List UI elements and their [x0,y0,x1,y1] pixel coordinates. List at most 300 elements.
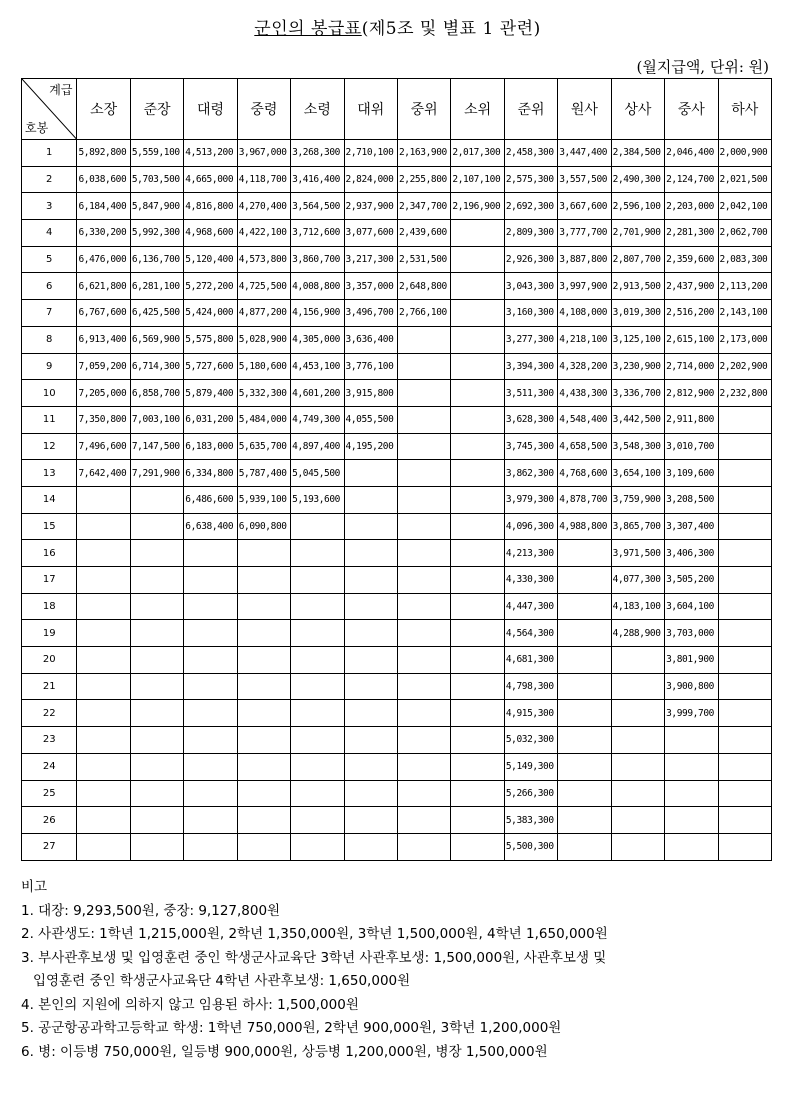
pay-cell [77,540,130,567]
pay-cell: 4,422,100 [237,220,290,247]
pay-cell [77,780,130,807]
pay-cell: 4,915,300 [504,700,557,727]
note-item: 1. 대장: 9,293,500원, 중장: 9,127,800원 [21,902,281,919]
pay-cell [665,753,718,780]
pay-cell [184,673,237,700]
pay-cell: 4,768,600 [558,460,611,487]
pay-cell: 2,648,800 [397,273,450,300]
table-row [22,140,772,167]
step-cell: 14 [22,486,77,513]
pay-cell: 4,447,300 [504,593,557,620]
pay-cell: 5,879,400 [184,380,237,407]
pay-cell [718,406,772,433]
pay-cell [558,727,611,754]
pay-cell [291,540,344,567]
pay-cell: 2,766,100 [397,300,450,327]
pay-cell [130,753,183,780]
pay-cell: 2,281,300 [665,220,718,247]
pay-cell [718,647,772,674]
pay-cell [611,673,664,700]
pay-cell [451,246,504,273]
pay-cell: 3,860,700 [291,246,344,273]
pay-cell [77,567,130,594]
header-row [22,79,772,140]
pay-cell: 2,812,900 [665,380,718,407]
pay-cell [665,807,718,834]
step-cell: 17 [22,567,77,594]
pay-cell: 5,635,700 [237,433,290,460]
pay-cell: 6,621,800 [77,273,130,300]
pay-cell [291,593,344,620]
pay-cell [451,673,504,700]
pay-cell [718,673,772,700]
pay-cell [77,593,130,620]
pay-cell: 3,217,300 [344,246,397,273]
pay-cell: 3,336,700 [611,380,664,407]
pay-cell [718,620,772,647]
rank-header: 소위 [451,79,504,140]
table-row [22,300,772,327]
pay-cell: 4,288,900 [611,620,664,647]
pay-cell: 2,255,800 [397,166,450,193]
pay-cell: 3,010,700 [665,433,718,460]
pay-cell [451,780,504,807]
pay-cell [237,780,290,807]
pay-cell [344,700,397,727]
pay-cell: 4,305,000 [291,326,344,353]
pay-cell: 4,213,300 [504,540,557,567]
pay-cell: 4,658,500 [558,433,611,460]
pay-cell [344,460,397,487]
corner-rank-label: 계급 [49,83,73,97]
pay-cell: 3,277,300 [504,326,557,353]
pay-cell [130,780,183,807]
step-cell: 27 [22,833,77,860]
pay-cell [397,753,450,780]
pay-cell [77,647,130,674]
step-cell: 12 [22,433,77,460]
pay-cell [397,406,450,433]
pay-cell: 2,807,700 [611,246,664,273]
pay-cell: 5,703,500 [130,166,183,193]
pay-cell: 5,424,000 [184,300,237,327]
pay-cell: 7,059,200 [77,353,130,380]
pay-cell: 2,347,700 [397,193,450,220]
pay-cell: 6,858,700 [130,380,183,407]
pay-cell [344,647,397,674]
pay-cell [130,593,183,620]
pay-cell: 6,090,800 [237,513,290,540]
pay-cell [291,567,344,594]
pay-cell: 2,107,100 [451,166,504,193]
step-cell: 8 [22,326,77,353]
pay-cell: 7,003,100 [130,406,183,433]
pay-cell: 3,394,300 [504,353,557,380]
pay-cell [718,727,772,754]
pay-cell [77,620,130,647]
pay-cell [451,273,504,300]
pay-cell [611,807,664,834]
pay-cell [451,620,504,647]
pay-cell: 2,062,700 [718,220,772,247]
pay-cell: 4,438,300 [558,380,611,407]
pay-cell: 4,183,100 [611,593,664,620]
pay-cell [397,513,450,540]
pay-cell [237,727,290,754]
pay-cell [184,700,237,727]
pay-cell [291,700,344,727]
pay-cell [558,807,611,834]
pay-cell [344,567,397,594]
pay-cell [77,807,130,834]
pay-cell: 6,184,400 [77,193,130,220]
pay-cell [397,486,450,513]
pay-cell [451,540,504,567]
pay-cell [184,620,237,647]
pay-cell: 2,937,900 [344,193,397,220]
pay-cell: 5,180,600 [237,353,290,380]
pay-cell [451,460,504,487]
pay-cell [184,833,237,860]
pay-cell [718,540,772,567]
pay-cell [130,540,183,567]
table-row [22,673,772,700]
pay-cell: 3,967,000 [237,140,290,167]
pay-cell: 3,777,700 [558,220,611,247]
pay-cell: 6,913,400 [77,326,130,353]
pay-cell: 4,681,300 [504,647,557,674]
pay-cell [237,593,290,620]
pay-cell: 3,160,300 [504,300,557,327]
pay-cell: 3,077,600 [344,220,397,247]
pay-cell [451,833,504,860]
pay-cell: 2,359,600 [665,246,718,273]
pay-cell [77,833,130,860]
rank-header: 원사 [558,79,611,140]
pay-cell: 5,500,300 [504,833,557,860]
rank-header: 대령 [184,79,237,140]
pay-cell: 2,203,000 [665,193,718,220]
title-main: 군인의 봉급표 [254,19,362,39]
pay-cell: 5,484,000 [237,406,290,433]
document-title [0,14,795,39]
pay-cell: 2,021,500 [718,166,772,193]
step-cell: 25 [22,780,77,807]
pay-cell [397,700,450,727]
pay-cell: 3,564,500 [291,193,344,220]
pay-cell: 3,496,700 [344,300,397,327]
pay-cell [291,807,344,834]
pay-cell [611,727,664,754]
step-cell: 18 [22,593,77,620]
pay-cell: 7,205,000 [77,380,130,407]
table-row [22,593,772,620]
pay-cell [344,540,397,567]
rank-header: 중위 [397,79,450,140]
pay-cell: 2,042,100 [718,193,772,220]
pay-cell [397,727,450,754]
pay-cell [291,620,344,647]
corner-cell [22,79,77,140]
pay-cell: 7,291,900 [130,460,183,487]
pay-cell: 3,019,300 [611,300,664,327]
table-row [22,486,772,513]
pay-cell [184,780,237,807]
pay-cell [237,833,290,860]
pay-cell [184,540,237,567]
pay-cell [397,807,450,834]
pay-cell [77,673,130,700]
pay-cell [291,513,344,540]
title-sub: (제5조 및 별표 1 관련) [361,19,541,39]
pay-cell: 5,575,800 [184,326,237,353]
pay-cell [237,700,290,727]
pay-cell: 2,596,100 [611,193,664,220]
pay-cell: 5,028,900 [237,326,290,353]
pay-cell [184,727,237,754]
pay-cell: 2,926,300 [504,246,557,273]
pay-cell [344,513,397,540]
table-row [22,540,772,567]
table-row [22,166,772,193]
pay-cell [718,753,772,780]
pay-cell: 3,999,700 [665,700,718,727]
table-row [22,220,772,247]
pay-cell [237,620,290,647]
pay-cell: 4,573,800 [237,246,290,273]
note-item: 2. 사관생도: 1학년 1,215,000원, 2학년 1,350,000원, 3학년 1,500,000원, 4학년 1,650,000원 [21,926,608,942]
pay-cell: 3,628,300 [504,406,557,433]
pay-cell: 3,406,300 [665,540,718,567]
pay-cell [718,486,772,513]
pay-cell [558,673,611,700]
pay-cell: 4,218,100 [558,326,611,353]
pay-cell: 2,143,100 [718,300,772,327]
pay-cell: 3,548,300 [611,433,664,460]
pay-cell: 4,055,500 [344,406,397,433]
pay-cell [451,326,504,353]
pay-cell: 7,642,400 [77,460,130,487]
rank-header: 상사 [611,79,664,140]
pay-cell [130,807,183,834]
table-row [22,753,772,780]
pay-cell [291,727,344,754]
pay-cell: 2,046,400 [665,140,718,167]
pay-cell [718,433,772,460]
pay-cell [130,727,183,754]
step-cell: 9 [22,353,77,380]
pay-cell [451,807,504,834]
pay-cell [344,807,397,834]
note-item: 4. 본인의 지원에 의하지 않고 임용된 하사: 1,500,000원 [21,996,359,1013]
rank-header: 소령 [291,79,344,140]
pay-cell: 5,892,800 [77,140,130,167]
pay-cell: 5,272,200 [184,273,237,300]
pay-cell: 3,900,800 [665,673,718,700]
pay-cell [344,486,397,513]
pay-cell [130,486,183,513]
step-cell: 13 [22,460,77,487]
pay-cell: 4,665,000 [184,166,237,193]
pay-cell [451,300,504,327]
rank-header: 준위 [504,79,557,140]
rank-header: 중령 [237,79,290,140]
pay-cell [397,460,450,487]
pay-cell [397,433,450,460]
pay-cell: 2,437,900 [665,273,718,300]
step-cell: 24 [22,753,77,780]
pay-cell: 7,496,600 [77,433,130,460]
table-row [22,780,772,807]
pay-cell: 2,692,300 [504,193,557,220]
pay-cell [718,807,772,834]
pay-cell: 2,439,600 [397,220,450,247]
pay-cell [451,647,504,674]
pay-cell: 2,575,300 [504,166,557,193]
pay-cell [184,753,237,780]
pay-cell: 4,749,300 [291,406,344,433]
pay-cell: 4,195,200 [344,433,397,460]
pay-cell [718,780,772,807]
pay-cell: 6,031,200 [184,406,237,433]
pay-cell [77,513,130,540]
pay-cell [558,647,611,674]
pay-cell: 2,163,900 [397,140,450,167]
note-item-continued: 입영훈련 중인 학생군사교육단 4학년 사관후보생: 1,650,000원 [33,973,411,989]
pay-cell: 4,897,400 [291,433,344,460]
pay-cell: 4,513,200 [184,140,237,167]
pay-cell [451,700,504,727]
table-row [22,700,772,727]
pay-cell: 2,384,500 [611,140,664,167]
pay-cell [344,673,397,700]
pay-cell: 3,511,300 [504,380,557,407]
pay-cell: 2,911,800 [665,406,718,433]
pay-cell: 4,270,400 [237,193,290,220]
pay-cell [397,833,450,860]
step-cell: 2 [22,166,77,193]
pay-cell: 4,601,200 [291,380,344,407]
pay-cell: 5,992,300 [130,220,183,247]
pay-cell [558,833,611,860]
pay-cell [611,780,664,807]
pay-cell [77,727,130,754]
pay-cell [558,567,611,594]
pay-cell: 6,183,000 [184,433,237,460]
table-row [22,513,772,540]
pay-cell [611,833,664,860]
pay-cell: 3,208,500 [665,486,718,513]
pay-cell [237,807,290,834]
pay-cell: 5,559,100 [130,140,183,167]
step-cell: 11 [22,406,77,433]
pay-cell [184,647,237,674]
pay-cell [451,486,504,513]
pay-cell: 4,008,800 [291,273,344,300]
pay-cell: 3,125,100 [611,326,664,353]
pay-cell: 2,490,300 [611,166,664,193]
pay-cell [718,833,772,860]
pay-cell: 4,077,300 [611,567,664,594]
note-item: 3. 부사관후보생 및 입영훈련 중인 학생군사교육단 3학년 사관후보생: 1,500,000원, 사관후보생 및 [21,949,607,966]
pay-cell [184,567,237,594]
pay-cell: 4,096,300 [504,513,557,540]
notes-heading: 비고 [21,879,48,895]
rank-header: 준장 [130,79,183,140]
rank-header: 대위 [344,79,397,140]
table-row [22,193,772,220]
pay-cell: 5,727,600 [184,353,237,380]
pay-cell [558,700,611,727]
pay-cell: 4,330,300 [504,567,557,594]
table-row [22,406,772,433]
pay-cell: 2,531,500 [397,246,450,273]
step-cell: 23 [22,727,77,754]
pay-cell: 4,725,500 [237,273,290,300]
pay-cell [397,353,450,380]
notes-list [21,900,781,1065]
pay-cell [451,353,504,380]
pay-cell: 3,636,400 [344,326,397,353]
pay-cell [451,593,504,620]
pay-cell [558,540,611,567]
pay-cell: 2,232,800 [718,380,772,407]
pay-cell: 4,816,800 [184,193,237,220]
pay-cell: 3,557,500 [558,166,611,193]
pay-cell: 3,887,800 [558,246,611,273]
pay-cell: 2,701,900 [611,220,664,247]
pay-cell: 2,809,300 [504,220,557,247]
pay-cell [397,567,450,594]
pay-cell [451,567,504,594]
pay-cell: 3,357,000 [344,273,397,300]
pay-cell: 2,124,700 [665,166,718,193]
pay-cell: 3,667,600 [558,193,611,220]
pay-cell: 3,776,100 [344,353,397,380]
pay-cell: 3,307,400 [665,513,718,540]
table-row [22,833,772,860]
pay-cell: 3,505,200 [665,567,718,594]
table-row [22,807,772,834]
pay-cell [344,620,397,647]
corner-step-label: 호봉 [25,121,49,135]
pay-cell [291,673,344,700]
pay-cell: 3,654,100 [611,460,664,487]
pay-cell: 6,476,000 [77,246,130,273]
pay-cell [130,513,183,540]
pay-cell: 5,149,300 [504,753,557,780]
table-row [22,727,772,754]
pay-cell [718,513,772,540]
pay-cell: 4,564,300 [504,620,557,647]
pay-cell: 6,425,500 [130,300,183,327]
note-item: 6. 병: 이등병 750,000원, 일등병 900,000원, 상등병 1,200,000원, 병장 1,500,000원 [21,1043,548,1060]
pay-cell: 4,108,000 [558,300,611,327]
pay-cell [397,593,450,620]
step-cell: 22 [22,700,77,727]
pay-cell [718,567,772,594]
pay-cell [344,753,397,780]
step-cell: 19 [22,620,77,647]
pay-cell: 5,045,500 [291,460,344,487]
pay-cell: 5,032,300 [504,727,557,754]
pay-cell [77,486,130,513]
table-row [22,353,772,380]
pay-cell: 6,334,800 [184,460,237,487]
pay-cell: 3,416,400 [291,166,344,193]
pay-cell [397,780,450,807]
pay-cell: 2,714,000 [665,353,718,380]
